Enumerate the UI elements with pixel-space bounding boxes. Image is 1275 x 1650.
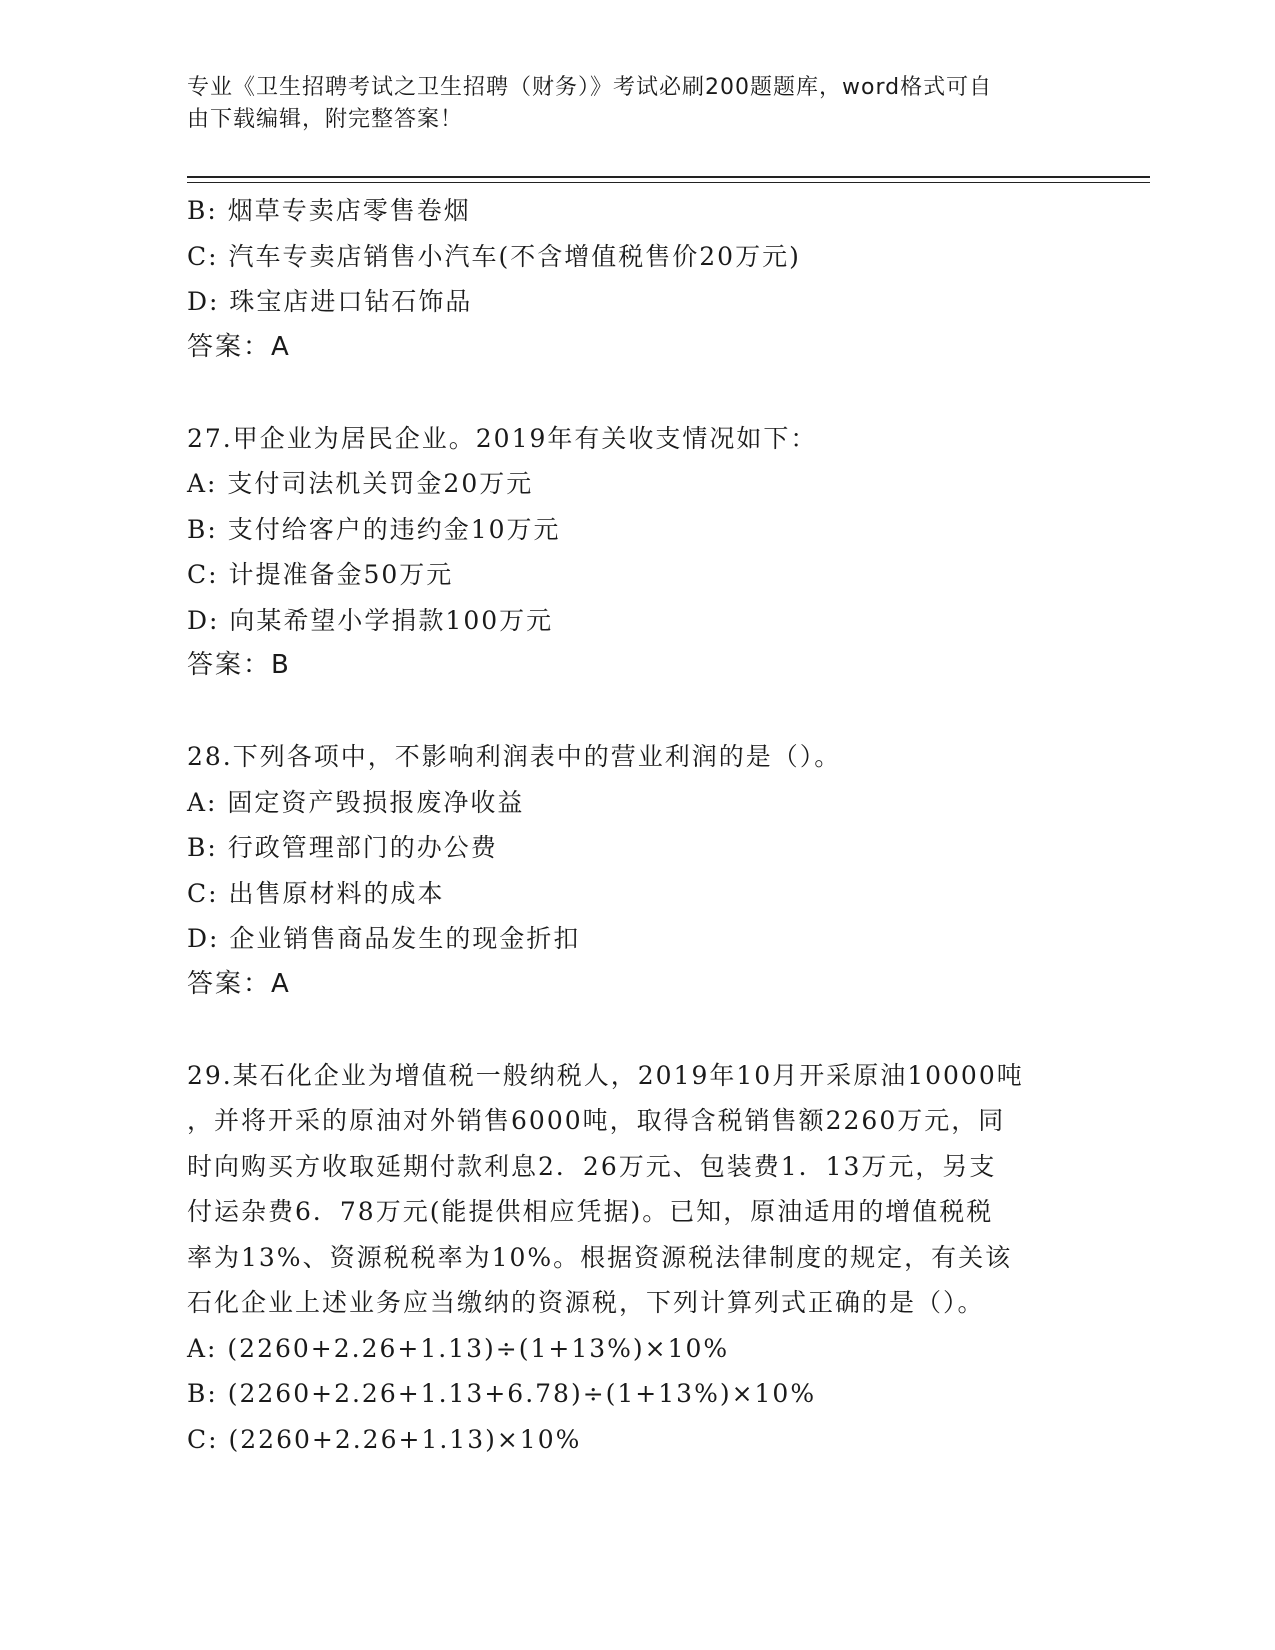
q27-stem: 27.甲企业为居民企业。2019年有关收支情况如下： <box>187 423 818 453</box>
q28-option-c: C: 出售原材料的成本 <box>187 878 445 908</box>
q27-option-a: A: 支付司法机关罚金20万元 <box>187 469 534 498</box>
question-27 <box>187 416 1087 689</box>
header-line-1: 专业《卫生招聘考试之卫生招聘（财务）》考试必刷200题题库，word格式可自 <box>187 75 993 100</box>
question-29 <box>187 1053 1087 1463</box>
question-26 <box>187 188 1087 370</box>
q28-option-b: B: 行政管理部门的办公费 <box>187 833 498 862</box>
q29-option-c: C: (2260+2.26+1.13)×10% <box>187 1424 582 1454</box>
q26-option-b: B: 烟草专卖店零售卷烟 <box>187 196 471 225</box>
q27-option-b: B: 支付给客户的违约金10万元 <box>187 514 561 544</box>
q27-option-c: C: 计提准备金50万元 <box>187 560 454 589</box>
q29-option-b: B: (2260+2.26+1.13+6.78)÷(1+13%)×10% <box>187 1379 817 1408</box>
q26-answer: 答案：A <box>187 331 291 362</box>
q26-option-d: D: 珠宝店进口钻石饰品 <box>187 287 473 316</box>
q28-answer: 答案：A <box>187 968 291 999</box>
header-line-2: 由下载编辑，附完整答案！ <box>187 107 464 132</box>
q27-option-d: D: 向某希望小学捐款100万元 <box>187 605 554 635</box>
q28-stem: 28.下列各项中，不影响利润表中的营业利润的是（）。 <box>187 742 842 771</box>
header-divider-thick <box>187 176 1150 178</box>
q29-stem-line: 石化企业上述业务应当缴纳的资源税，下列计算列式正确的是（）。 <box>187 1288 985 1317</box>
q28-option-d: D: 企业销售商品发生的现金折扣 <box>187 924 581 953</box>
spacer <box>187 370 1087 416</box>
q27-answer: 答案：B <box>187 650 291 680</box>
spacer <box>187 1007 1087 1053</box>
q29-stem-line: 率为13%、资源税税率为10%。根据资源税法律制度的规定，有关该 <box>187 1242 1013 1272</box>
document-header <box>187 72 1067 136</box>
header-divider-thin <box>187 182 1150 183</box>
q29-stem-line: 付运杂费6．78万元(能提供相应凭据)。已知，原油适用的增值税税 <box>187 1197 994 1226</box>
q26-option-c: C: 汽车专卖店销售小汽车(不含增值税售价20万元) <box>187 241 801 271</box>
question-28 <box>187 734 1087 1007</box>
q28-option-a: A: 固定资产毁损报废净收益 <box>187 787 525 817</box>
spacer <box>187 689 1087 735</box>
q29-stem-line: 时向购买方收取延期付款利息2．26万元、包装费1．13万元，另支 <box>187 1151 997 1181</box>
q29-stem-line: ，并将开采的原油对外销售6000吨，取得含税销售额2260万元，同 <box>187 1106 1006 1135</box>
q29-stem-line: 29.某石化企业为增值税一般纳税人，2019年10月开采原油10000吨 <box>187 1060 1024 1090</box>
q29-option-a: A: (2260+2.26+1.13)÷(1+13%)×10% <box>187 1333 730 1363</box>
question-content <box>187 188 1087 1462</box>
